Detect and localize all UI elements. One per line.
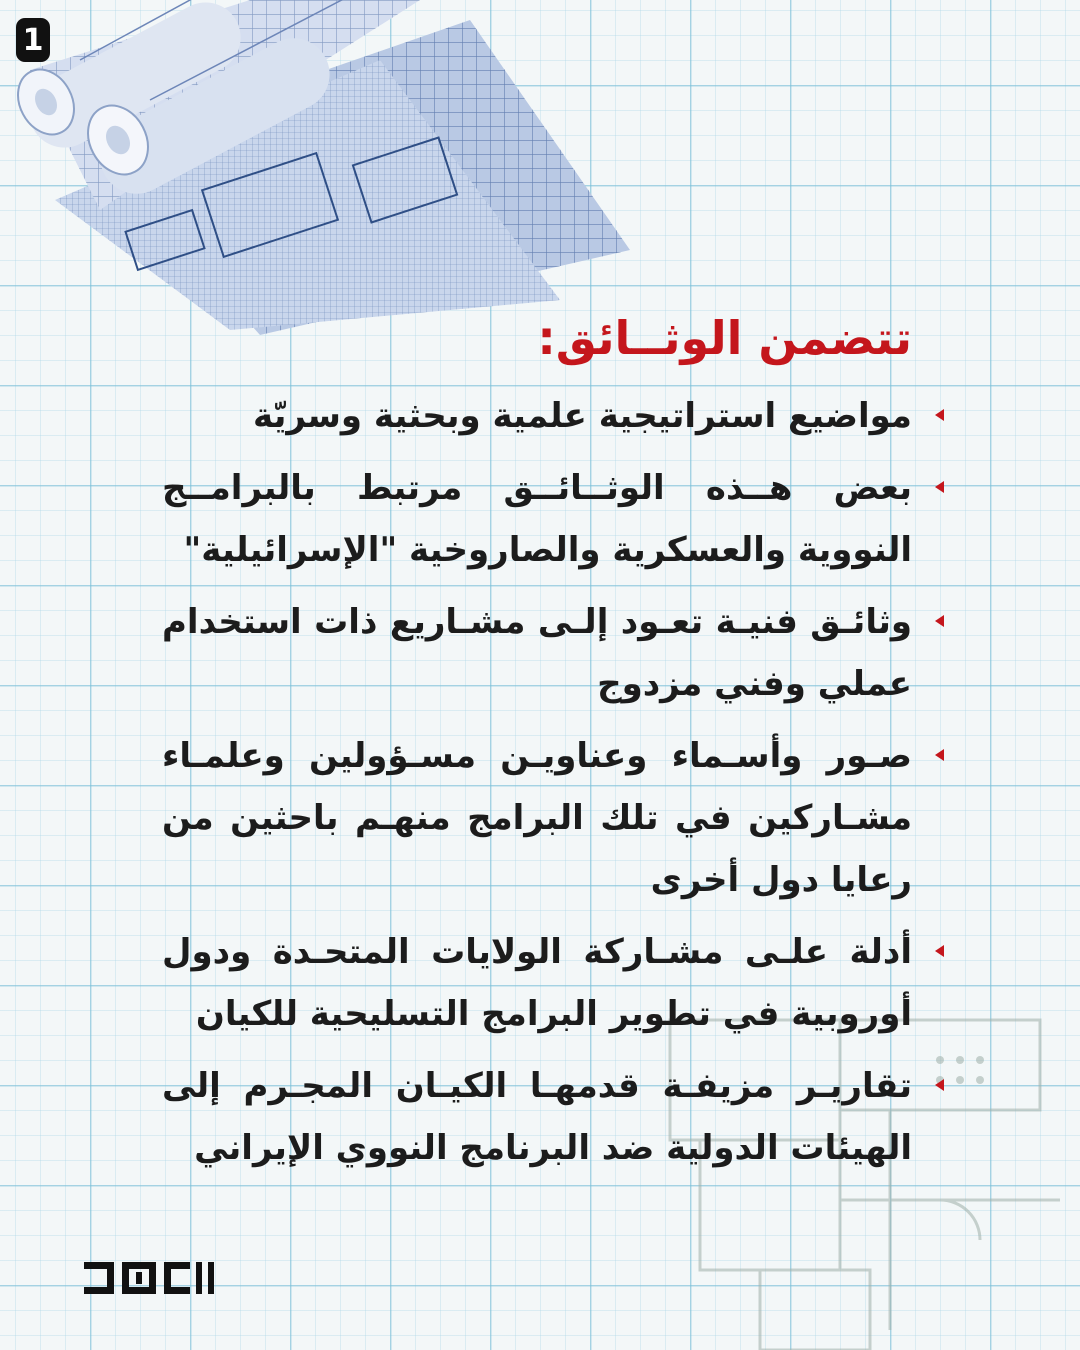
triangle-bullet-icon	[935, 749, 944, 761]
triangle-bullet-icon	[935, 481, 944, 493]
list-item: بعض هــذه الوثــائــق مرتبط بالبرامــج النووية والعسكرية والصاروخية "الإسرائيلية"	[162, 457, 912, 581]
document-contents-list	[162, 385, 912, 1179]
page-number-badge: 1	[16, 18, 50, 62]
brand-logo	[84, 1262, 214, 1294]
list-item: وثائـق فنيـة تعـود إلـى مشـاريع ذات استخدام عملي وفني مزدوج	[162, 591, 912, 715]
list-item: أدلة علـى مشـاركة الولايات المتحـدة ودول أوروبية في تطوير البرامج التسليحية للكيان	[162, 921, 912, 1045]
triangle-bullet-icon	[935, 945, 944, 957]
triangle-bullet-icon	[935, 409, 944, 421]
main-content	[162, 305, 912, 1189]
section-heading: تتضمن الوثــائق:	[537, 311, 912, 365]
list-item: مواضيع استراتيجية علمية وبحثية وسريّة	[162, 385, 912, 447]
list-item: تقاريـر مزيفـة قدمهـا الكيـان المجـرم إلى الهيئات الدولية ضد البرنامج النووي الإيراني	[162, 1055, 912, 1179]
triangle-bullet-icon	[935, 1079, 944, 1091]
list-item: صـور وأسـماء وعناويـن مسـؤولين وعلمـاء مشـاركين في تلك البرامج منهـم باحثين من رعايا دول أخرى	[162, 725, 912, 911]
blueprint-rolls-illustration	[0, 0, 640, 340]
triangle-bullet-icon	[935, 615, 944, 627]
